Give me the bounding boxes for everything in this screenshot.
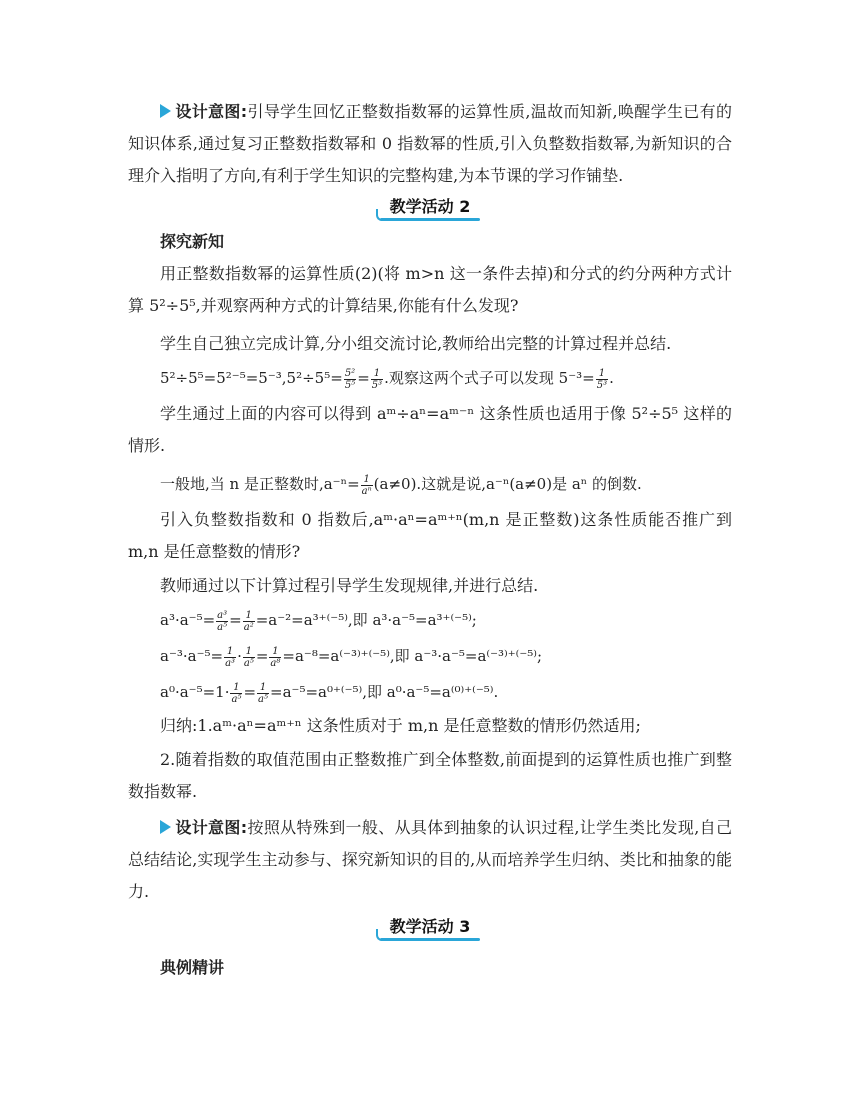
design-intent-1 xyxy=(128,96,732,192)
activity-2-title: 教学活动 2 xyxy=(380,192,481,221)
fraction-denominator: 5³ xyxy=(371,379,383,391)
examples-heading: 典例精讲 xyxy=(160,958,225,977)
activity-3-header xyxy=(128,912,732,946)
design-intent-text: 按照从特殊到一般、从具体到抽象的认识过程,让学生类比发现,自己总结结论,实现学生主动参与、探究新知识的目的,从而培养学生归纳、类比和抽象的能力. xyxy=(128,818,732,901)
formula-text: = xyxy=(243,683,257,701)
explore-paragraph-6: 教师通过以下计算过程引导学生发现规律,并进行总结. xyxy=(160,576,539,595)
formula-text: = xyxy=(357,369,370,387)
design-intent-2 xyxy=(128,812,732,908)
fraction-denominator: 5⁵ xyxy=(344,379,356,391)
fraction xyxy=(216,610,228,633)
formula-text: 5²÷5⁵=5²⁻⁵=5⁻³,5²÷5⁵= xyxy=(160,369,343,387)
formula-text: a⁰·a⁻⁵=1· xyxy=(160,683,230,701)
summary-1: 归纳:1.aᵐ·aⁿ=aᵐ⁺ⁿ 这条性质对于 m,n 是任意整数的情形仍然适用; xyxy=(160,716,641,735)
design-intent-label: 设计意图: xyxy=(175,102,248,121)
explore-paragraph-2: 学生自己独立完成计算,分小组交流讨论,教师给出完整的计算过程并总结. xyxy=(160,334,672,353)
fraction-numerator: 1 xyxy=(224,646,236,658)
fraction xyxy=(243,646,255,669)
fraction xyxy=(224,646,236,669)
fraction-numerator: 1 xyxy=(257,682,269,694)
fraction-numerator: 5² xyxy=(344,367,356,379)
fraction-numerator: 1 xyxy=(371,368,383,380)
activity-2-header xyxy=(128,192,732,226)
document-page xyxy=(128,0,732,984)
fraction-numerator: 1 xyxy=(361,474,373,486)
formula-text: .观察这两个式子可以发现 5⁻³= xyxy=(384,369,595,387)
fraction-numerator: 1 xyxy=(243,646,255,658)
summary-2: 2.随着指数的取值范围由正整数推广到全体整数,前面提到的运算性质也推广到整数指数幂. xyxy=(128,750,732,801)
formula-text: 一般地,当 n 是正整数时,a⁻ⁿ= xyxy=(160,475,360,493)
fraction-numerator: a³ xyxy=(217,609,228,621)
calc-line-3 xyxy=(128,674,732,710)
fraction-numerator: 1 xyxy=(596,368,608,380)
formula-line-negative-exponent xyxy=(128,466,732,502)
fraction-denominator: a⁵ xyxy=(243,657,254,669)
calc-line-2 xyxy=(128,638,732,674)
formula-text: · xyxy=(237,647,242,665)
formula-text: a³·a⁻⁵= xyxy=(160,611,216,629)
fraction-denominator: 5³ xyxy=(596,379,608,391)
fraction-numerator: 1 xyxy=(243,610,255,622)
fraction-denominator: a⁵ xyxy=(258,693,269,705)
explore-paragraph-3: 学生通过上面的内容可以得到 aᵐ÷aⁿ=aᵐ⁻ⁿ 这条性质也适用于像 5²÷5⁵ 这样的情形. xyxy=(128,404,732,455)
fraction-denominator: a⁸ xyxy=(270,657,281,669)
fraction-numerator: 1 xyxy=(269,646,281,658)
formula-line-1 xyxy=(128,360,732,396)
formula-text: = xyxy=(255,647,269,665)
triangle-marker-icon xyxy=(160,104,171,118)
formula-text: . xyxy=(609,369,614,387)
explore-paragraph-5: 引入负整数指数和 0 指数后,aᵐ·aⁿ=aᵐ⁺ⁿ(m,n 是正整数)这条性质能否推广到 m,n 是任意整数的情形? xyxy=(128,510,732,561)
design-intent-text: 引导学生回忆正整数指数幂的运算性质,温故而知新,唤醒学生已有的知识体系,通过复习正整数指数幂和 0 指数幂的性质,引入负整数指数幂,为新知识的合理介入指明了方向,有利于学生知识的完整构建,为本节课的学习作铺垫. xyxy=(128,102,732,185)
fraction xyxy=(230,682,242,705)
formula-text: =a⁻²=a³⁺⁽⁻⁵⁾,即 a³·a⁻⁵=a³⁺⁽⁻⁵⁾; xyxy=(255,611,477,629)
fraction-denominator: a⁵ xyxy=(231,693,242,705)
fraction xyxy=(371,368,383,391)
calc-line-1 xyxy=(128,602,732,638)
fraction xyxy=(596,368,608,391)
fraction-denominator: a⁵ xyxy=(217,621,228,633)
explore-heading: 探究新知 xyxy=(160,232,225,251)
design-intent-label: 设计意图: xyxy=(175,818,248,837)
fraction-denominator: a³ xyxy=(225,657,236,669)
fraction xyxy=(257,682,269,705)
formula-text: =a⁻⁸=a⁽⁻³⁾⁺⁽⁻⁵⁾,即 a⁻³·a⁻⁵=a⁽⁻³⁾⁺⁽⁻⁵⁾; xyxy=(282,647,543,665)
formula-text: a⁻³·a⁻⁵= xyxy=(160,647,224,665)
fraction-numerator: 1 xyxy=(230,682,242,694)
activity-3-title: 教学活动 3 xyxy=(380,912,481,941)
fraction xyxy=(269,646,281,669)
formula-text: =a⁻⁵=a⁰⁺⁽⁻⁵⁾,即 a⁰·a⁻⁵=a⁽⁰⁾⁺⁽⁻⁵⁾. xyxy=(270,683,499,701)
fraction xyxy=(361,474,373,497)
fraction-denominator: a² xyxy=(243,621,254,633)
fraction xyxy=(344,368,356,391)
fraction xyxy=(243,610,255,633)
formula-text: (a≠0).这就是说,a⁻ⁿ(a≠0)是 aⁿ 的倒数. xyxy=(373,475,642,493)
explore-paragraph-1: 用正整数指数幂的运算性质(2)(将 m>n 这一条件去掉)和分式的约分两种方式计算 5²÷5⁵,并观察两种方式的计算结果,你能有什么发现? xyxy=(128,264,732,315)
triangle-marker-icon xyxy=(160,820,171,834)
fraction-denominator: aⁿ xyxy=(361,485,372,497)
formula-text: = xyxy=(229,611,242,629)
